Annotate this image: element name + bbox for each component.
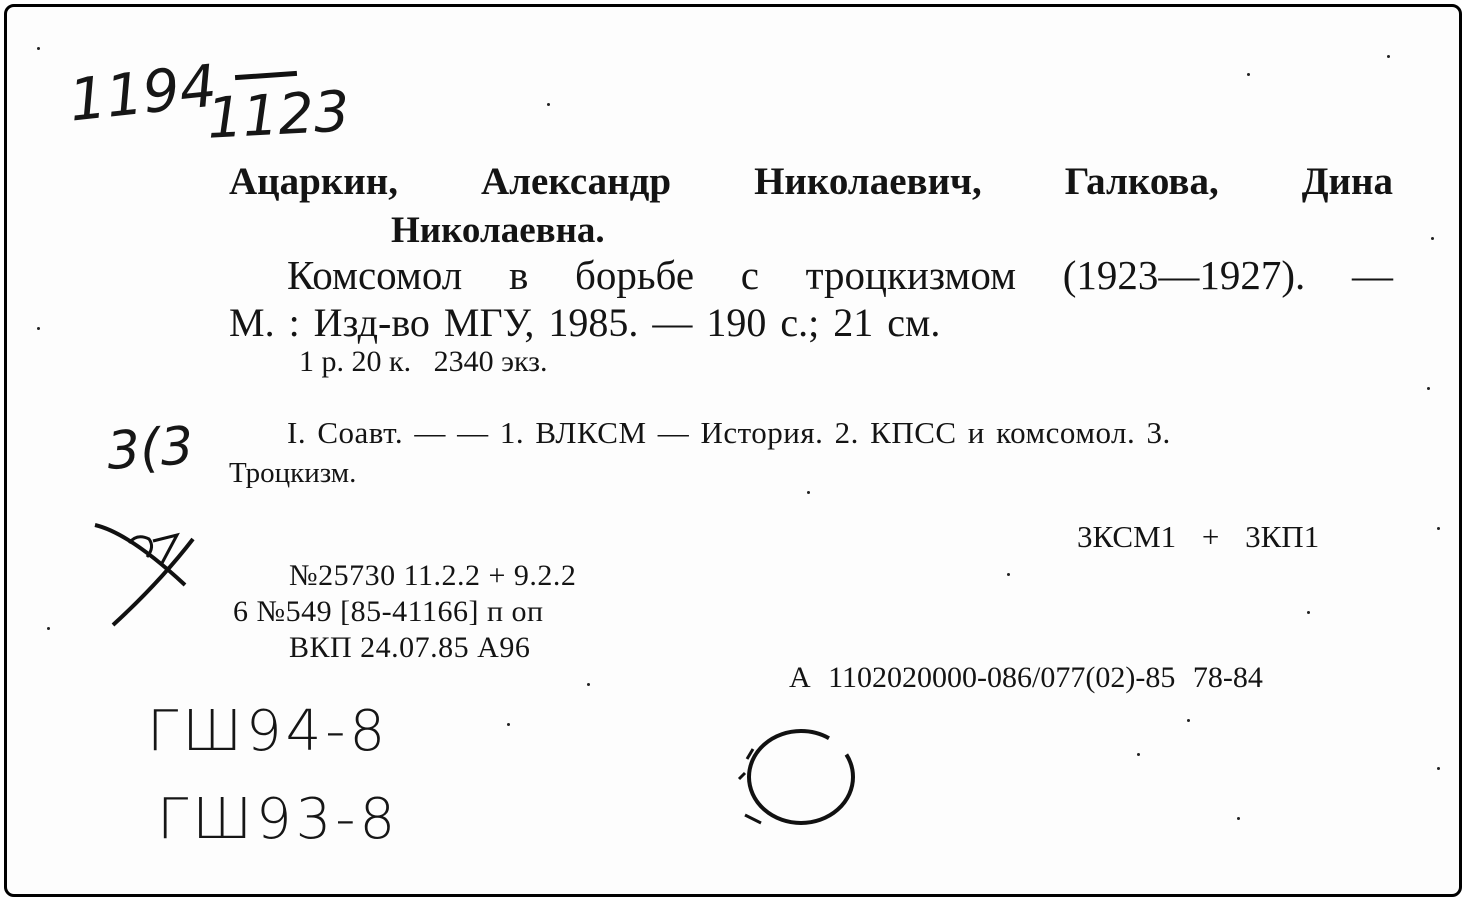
author-word: Николаевич, [754,160,982,203]
speck [1137,753,1140,756]
imprint-line: М. : Изд-во МГУ, 1985. — 190 с.; 21 см. [229,300,941,345]
stamp-circle-icon [725,719,865,835]
speck [37,327,40,330]
author-line-2: Николаевна. [391,210,605,251]
record-line-1: №25730 11.2.2 + 9.2.2 [289,559,577,592]
speck [1437,527,1440,530]
price-line: 1 р. 20 к. 2340 экз. [299,345,548,378]
title-word: Комсомол [287,252,463,298]
speck [37,47,40,50]
author-word: Галкова, [1064,160,1219,203]
speck [1187,719,1190,722]
call-number-sub: 1123 [205,79,352,152]
speck [507,723,510,726]
speck [807,491,810,494]
cross-mark-icon [89,513,209,633]
author-word: Ацаркин, [229,160,398,203]
code-line: А 1102020000-086/077(02)-85 78-84 [789,661,1263,694]
subjects-line-1: I. Соавт. — — 1. ВЛКСМ — История. 2. КПСС и комсомол. 3. [287,415,1171,450]
call-number-bar [235,71,297,80]
speck [587,683,590,686]
record-line-2: 6 №549 [85-41166] п оп [233,595,544,628]
author-word: Александр [481,160,672,203]
speck [47,627,50,630]
speck [1427,387,1430,390]
author-word: Дина [1301,160,1393,203]
speck [1307,611,1310,614]
speck [1387,55,1390,58]
title-word: в [508,252,529,298]
speck [1437,767,1440,770]
speck [1007,573,1010,576]
speck [547,103,550,106]
title-word: (1923—1927). [1062,252,1306,298]
title-word: троцкизмом [805,252,1017,298]
record-line-3: ВКП 24.07.85 А96 [289,631,531,664]
subjects-line-2: Троцкизм. [229,457,357,489]
catalog-card [4,4,1462,897]
title-line [287,251,1393,299]
speck [1247,73,1250,76]
hand-code-2: ГШ93-8 [157,787,400,852]
speck [1431,237,1434,240]
speck [1237,817,1240,820]
hand-note-left: 3(3 [105,416,196,482]
classification: 3КСМ1 + 3КП1 [1077,519,1320,554]
title-word: — [1351,252,1393,298]
hand-code-1: ГШ94-8 [147,699,390,764]
title-word: борьбе [574,252,695,298]
author-line-1 [229,159,1393,204]
title-word: с [740,252,759,298]
call-number: 1194 [65,51,220,135]
